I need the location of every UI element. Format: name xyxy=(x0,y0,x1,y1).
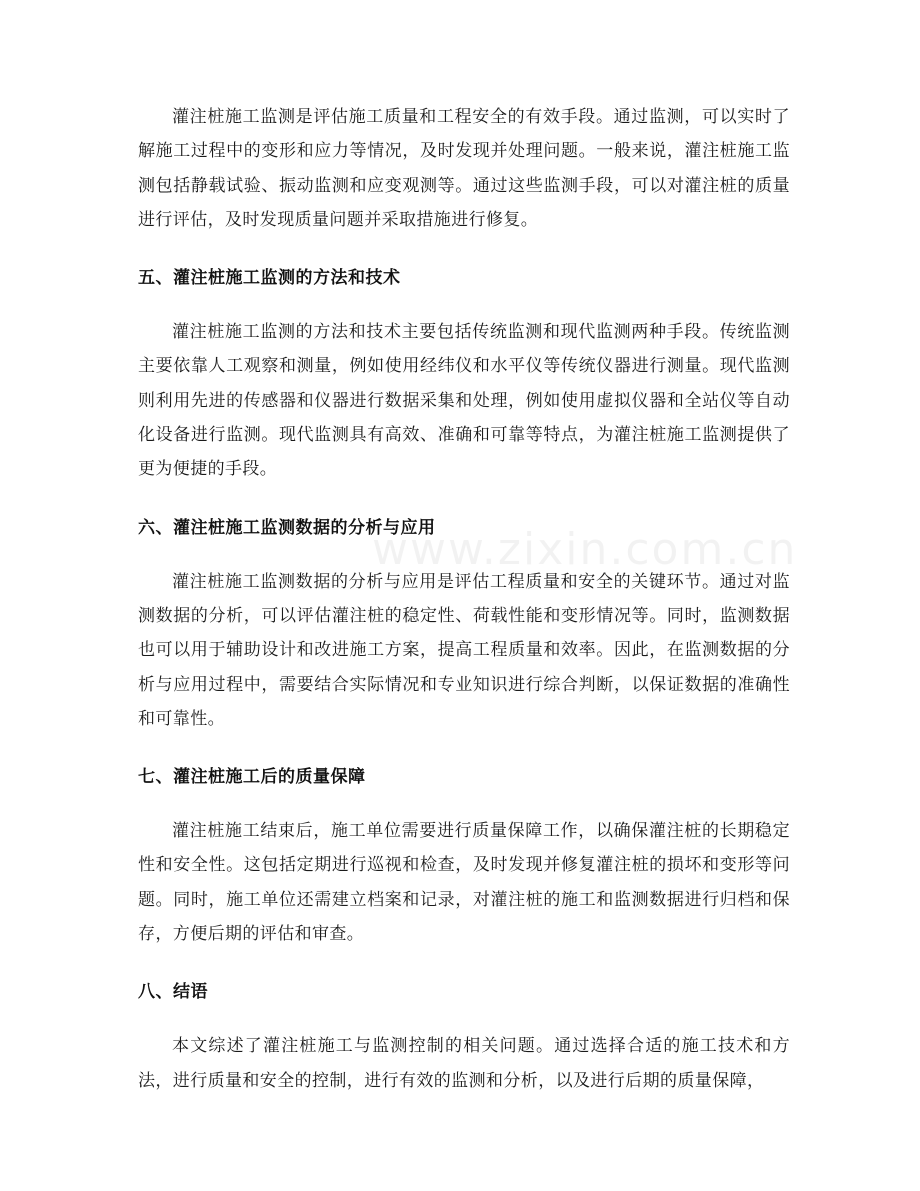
section-heading-5: 五、灌注桩施工监测的方法和技术 xyxy=(138,268,401,289)
paragraph-data-analysis: 灌注桩施工监测数据的分析与应用是评估工程质量和安全的关键环节。通过对监测数据的分析，可以评估灌注桩的稳定性、荷载性能和变形情况等。同时，监测数据也可以用于辅助设计和改进施工方案，提高工程质量和效率。因此，在监测数据的分析与应用过程中，需要结合实际情况和专业知识进行综合判断，以保证数据的准确性和可靠性。 xyxy=(138,571,790,729)
spacer xyxy=(138,951,790,975)
spacer xyxy=(138,237,790,261)
paragraph-quality-assurance: 灌注桩施工结束后，施工单位需要进行质量保障工作，以确保灌注桩的长期稳定性和安全性。这包括定期进行巡视和检查，及时发现并修复灌注桩的损坏和变形等问题。同时，施工单位还需建立档案和记录，对灌注桩的施工和监测数据进行归档和保存，方便后期的评估和审查。 xyxy=(138,821,790,945)
spacer xyxy=(138,487,790,511)
paragraph-conclusion: 本文综述了灌注桩施工与监测控制的相关问题。通过选择合适的施工技术和方法，进行质量和安全的控制，进行有效的监测和分析，以及进行后期的质量保障， xyxy=(138,1036,790,1091)
document-page xyxy=(138,100,790,1098)
spacer xyxy=(138,1009,790,1029)
paragraph-methods: 灌注桩施工监测的方法和技术主要包括传统监测和现代监测两种手段。传统监测主要依靠人工观察和测量，例如使用经纬仪和水平仪等传统仪器进行测量。现代监测则利用先进的传感器和仪器进行数据采集和处理，例如使用虚拟仪器和全站仪等自动化设备进行监测。现代监测具有高效、准确和可靠等特点，为灌注桩施工监测提供了更为便捷的手段。 xyxy=(138,322,790,480)
spacer xyxy=(138,545,790,565)
section-heading-6: 六、灌注桩施工监测数据的分析与应用 xyxy=(138,517,436,538)
spacer xyxy=(138,794,790,814)
watermark: www.zixin.com.cn xyxy=(372,524,798,575)
section-heading-8: 八、结语 xyxy=(138,982,208,1003)
spacer xyxy=(138,736,790,760)
paragraph-monitoring-intro: 灌注桩施工监测是评估施工质量和工程安全的有效手段。通过监测，可以实时了解施工过程中的变形和应力等情况，及时发现并处理问题。一般来说，灌注桩施工监测包括静载试验、振动监测和应变观测等。通过这些监测手段，可以对灌注桩的质量进行评估，及时发现质量问题并采取措施进行修复。 xyxy=(138,107,790,230)
section-heading-7: 七、灌注桩施工后的质量保障 xyxy=(138,767,366,788)
spacer xyxy=(138,295,790,315)
